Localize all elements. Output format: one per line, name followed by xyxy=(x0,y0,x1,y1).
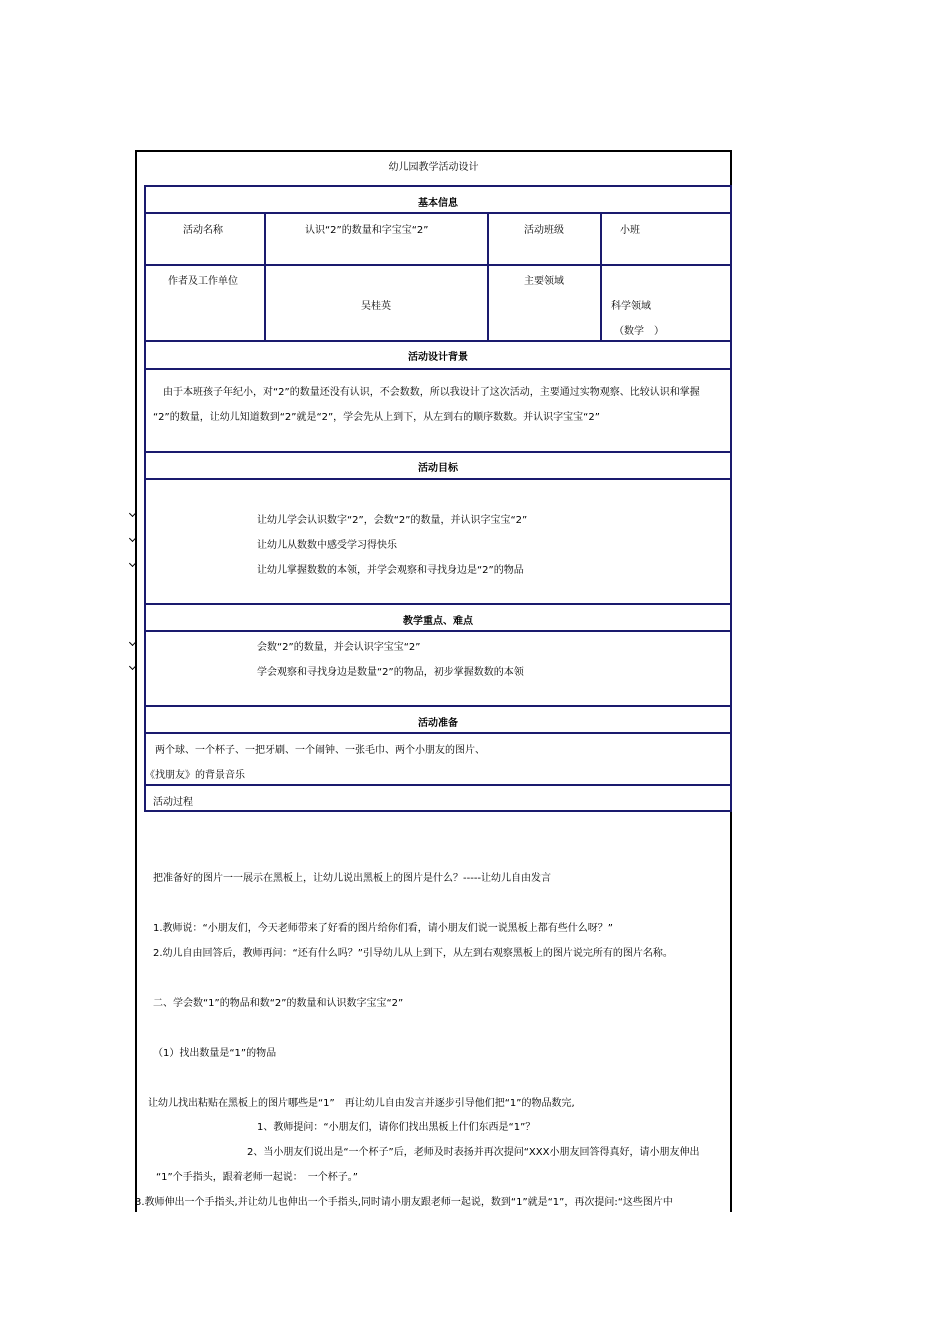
table-rule xyxy=(144,732,732,734)
goals-header: 活动目标 xyxy=(418,463,458,474)
process-line: 3.教师伸出一个手指头,并让幼儿也伸出一个手指头,同时请小朋友跟老师一起说，数到“1”就是“1”，再次提问:“这些图片中 xyxy=(135,1197,673,1208)
table-rule xyxy=(144,212,732,214)
key-point-item: 学会观察和寻找身边是数量“2”的物品，初步掌握数数的本领 xyxy=(257,667,524,678)
table-rule xyxy=(487,212,489,340)
table-rule xyxy=(264,212,266,340)
process-line: 把准备好的图片一一展示在黑板上，让幼儿说出黑板上的图片是什么？-----让幼儿自由发言 xyxy=(153,873,552,884)
table-rule xyxy=(144,478,732,480)
key-points-header: 教学重点、难点 xyxy=(403,616,473,627)
goal-item: 让幼儿学会认识数字“2”，会数“2”的数量，并认识字宝宝“2” xyxy=(257,515,528,526)
table-rule xyxy=(144,185,732,187)
background-line: “2”的数量，让幼儿知道数到“2”就是“2”，学会先从上到下，从左到右的顺序数数。并认识字宝宝“2” xyxy=(153,412,600,423)
basic-info-header: 基本信息 xyxy=(418,198,458,209)
process-line: （1）找出数量是“1”的物品 xyxy=(153,1048,277,1059)
key-point-item: 会数“2”的数量，并会认识字宝宝“2” xyxy=(257,642,421,653)
activity-name-value: 认识“2”的数量和字宝宝“2” xyxy=(305,225,429,236)
author-value: 吴桂英 xyxy=(361,301,391,312)
table-rule xyxy=(144,368,732,370)
process-line: 1、教师提问：“小朋友们，请你们找出黑板上什们东西是“1”？ xyxy=(257,1122,536,1133)
table-rule xyxy=(144,705,732,707)
domain-label: 主要领域 xyxy=(524,276,564,287)
domain-sub: （数学 ） xyxy=(614,326,664,337)
table-rule xyxy=(144,264,732,266)
preparation-header: 活动准备 xyxy=(418,718,458,729)
preparation-line: 《找朋友》的背景音乐 xyxy=(145,770,245,781)
table-rule xyxy=(144,451,732,453)
process-line: 二、学会数“1”的物品和数“2”的数量和认识数字宝宝“2” xyxy=(153,998,404,1009)
table-rule xyxy=(144,630,732,632)
process-line: 2、当小朋友们说出是“一个杯子”后，老师及时表扬并再次提问“XXX小朋友回答得真好，请小朋友伸出 xyxy=(247,1147,700,1158)
author-label: 作者及工作单位 xyxy=(168,276,238,287)
table-rule xyxy=(144,340,732,342)
class-label: 活动班级 xyxy=(524,225,564,236)
process-line: 1.教师说：“小朋友们，今天老师带来了好看的图片给你们看，请小朋友们说一说黑板上都有些什么呀？” xyxy=(153,923,613,934)
document-title: 幼儿园教学活动设计 xyxy=(388,162,479,173)
goal-item: 让幼儿从数数中感受学习得快乐 xyxy=(257,540,397,551)
table-rule xyxy=(144,784,732,786)
process-line: 让幼儿找出粘贴在黑板上的图片哪些是“1” 再让幼儿自由发言并逐步引导他们把“1”的物品数完, xyxy=(148,1098,575,1109)
process-line: 2.幼儿自由回答后，教师再问：“还有什么吗？”引导幼儿从上到下，从左到右观察黑板上的图片说完所有的图片名称。 xyxy=(153,948,673,959)
table-rule xyxy=(600,212,602,340)
background-header: 活动设计背景 xyxy=(408,352,468,363)
preparation-line: 两个球、一个杯子、一把牙刷、一个闹钟、一张毛巾、两个小朋友的图片、 xyxy=(155,745,485,756)
goal-item: 让幼儿掌握数数的本领，并学会观察和寻找身边是“2”的物品 xyxy=(257,565,524,576)
table-rule xyxy=(144,603,732,605)
domain-value: 科学领域 xyxy=(611,301,651,312)
activity-name-label: 活动名称 xyxy=(183,225,223,236)
process-header: 活动过程 xyxy=(153,797,193,808)
process-line: “1”个手指头，跟着老师一起说： 一个杯子。” xyxy=(156,1172,358,1183)
background-line: 由于本班孩子年纪小，对“2”的数量还没有认识，不会数数，所以我设计了这次活动，主要通过实物观察、比较认识和掌握 xyxy=(163,387,700,398)
class-value: 小班 xyxy=(620,225,640,236)
table-rule xyxy=(144,810,732,812)
